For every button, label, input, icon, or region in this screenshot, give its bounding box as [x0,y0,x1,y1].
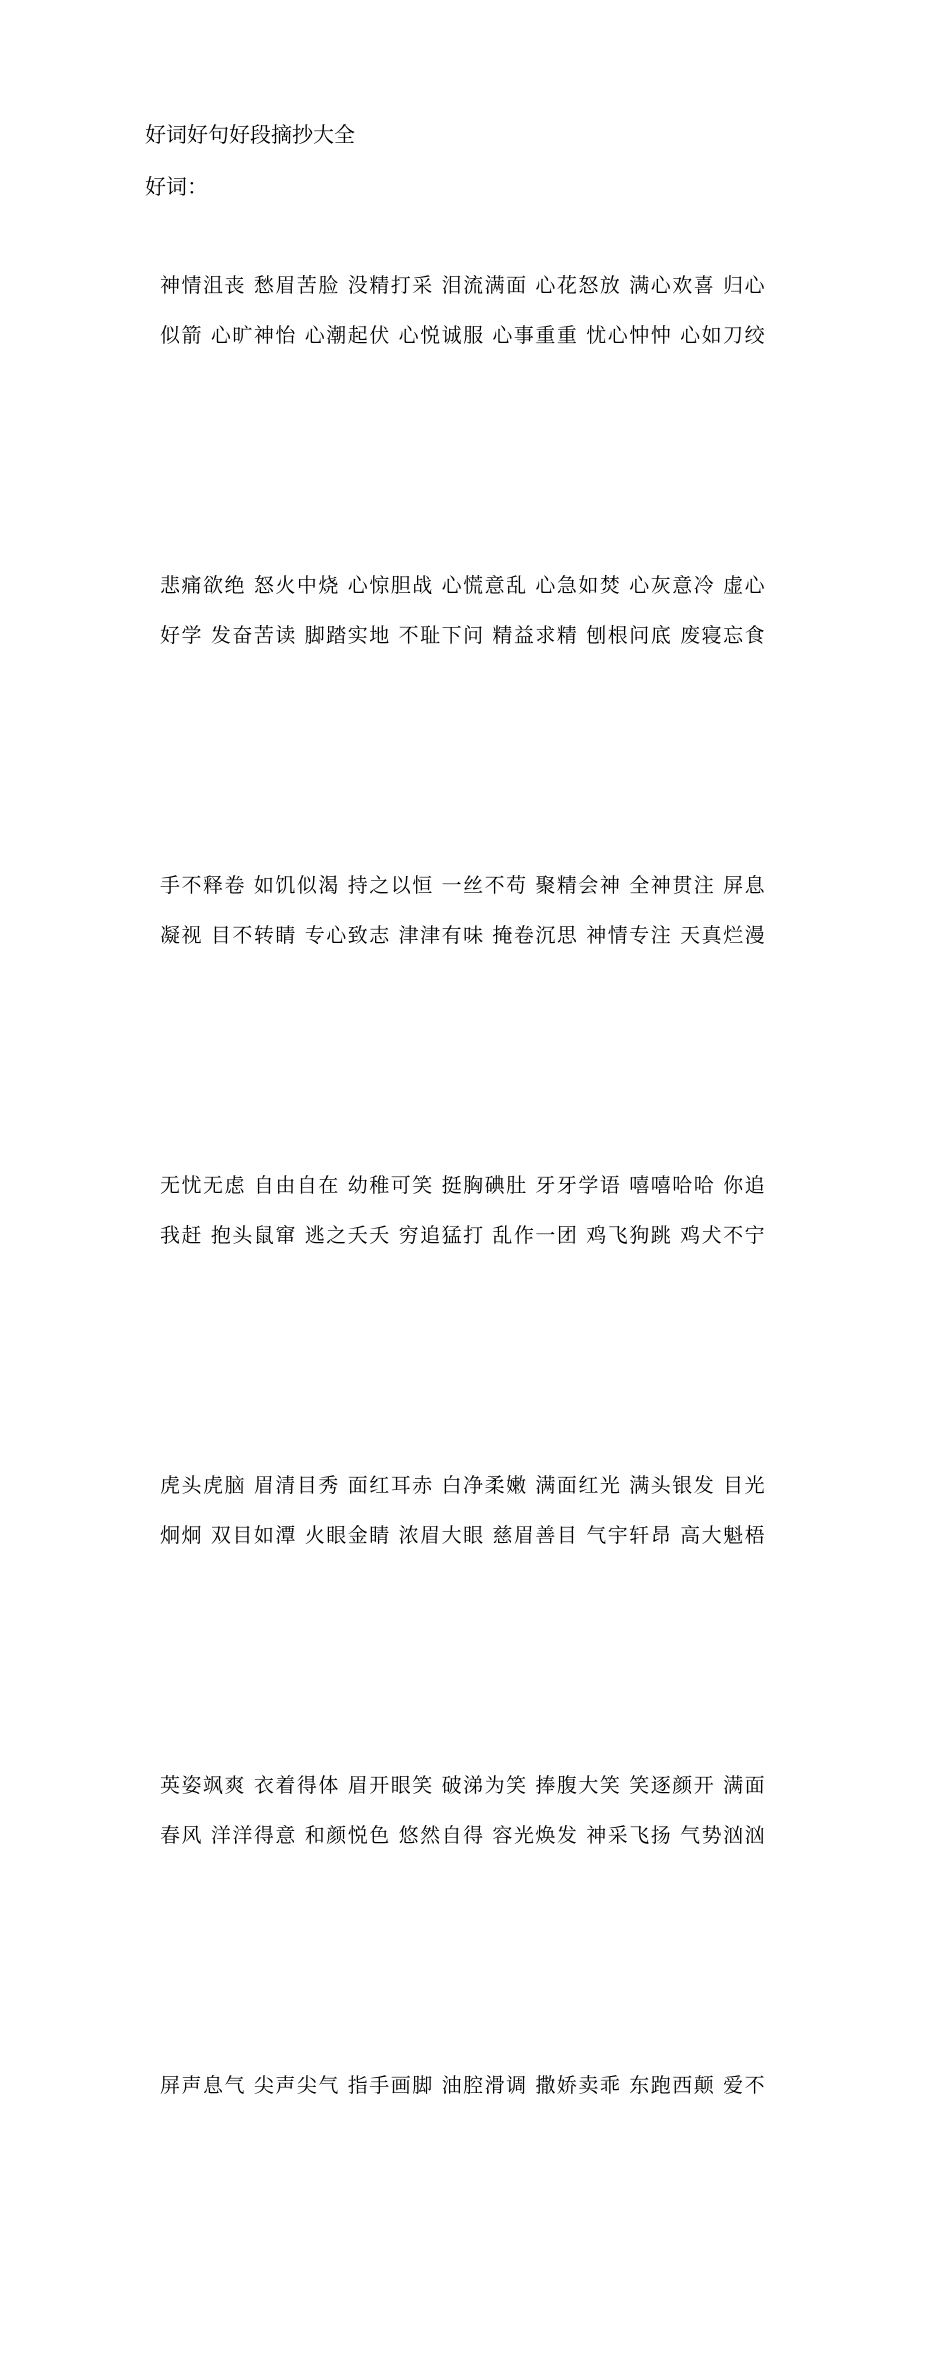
paragraph-block [160,868,820,1168]
paragraph-block [160,1768,820,2068]
paragraph-block [160,1168,820,1468]
paragraph-block [160,268,820,568]
paragraph-block [160,1468,820,1768]
text-line: 屏声息气 尖声尖气 指手画脚 油腔滑调 撒娇卖乖 东跑西颠 爱不 [160,2073,767,2097]
text-line: 我赶 抱头鼠窜 逃之夭夭 穷追猛打 乱作一团 鸡飞狗跳 鸡犬不宁 [160,1223,767,1247]
text-line: 手不释卷 如饥似渴 持之以恒 一丝不苟 聚精会神 全神贯注 屏息 [160,873,767,897]
text-line: 春风 洋洋得意 和颜悦色 悠然自得 容光焕发 神采飞扬 气势汹汹 [160,1823,767,1847]
text-line: 无忧无虑 自由自在 幼稚可笑 挺胸碘肚 牙牙学语 嘻嘻哈哈 你追 [160,1173,767,1197]
text-line: 似箭 心旷神怡 心潮起伏 心悦诚服 心事重重 忧心忡忡 心如刀绞 [160,323,767,347]
text-line: 英姿飒爽 衣着得体 眉开眼笑 破涕为笑 捧腹大笑 笑逐颜开 满面 [160,1773,767,1797]
text-line: 悲痛欲绝 怒火中烧 心惊胆战 心慌意乱 心急如焚 心灰意冷 虚心 [160,573,767,597]
paragraph-block [160,568,820,868]
paragraph-block [160,2068,820,2368]
text-line: 神情沮丧 愁眉苦脸 没精打采 泪流满面 心花怒放 满心欢喜 归心 [160,273,767,297]
text-line: 好学 发奋苦读 脚踏实地 不耻下问 精益求精 刨根问底 废寝忘食 [160,623,767,647]
text-line: 炯炯 双目如潭 火眼金睛 浓眉大眼 慈眉善目 气宇轩昂 高大魁梧 [160,1523,767,1547]
page-title: 好词好句好段摘抄大全 [145,123,355,147]
text-line: 虎头虎脑 眉清目秀 面红耳赤 白净柔嫩 满面红光 满头银发 目光 [160,1473,767,1497]
section-label: 好词： [145,175,208,199]
word-list [160,268,820,2368]
text-line: 凝视 目不转睛 专心致志 津津有味 掩卷沉思 神情专注 天真烂漫 [160,923,767,947]
